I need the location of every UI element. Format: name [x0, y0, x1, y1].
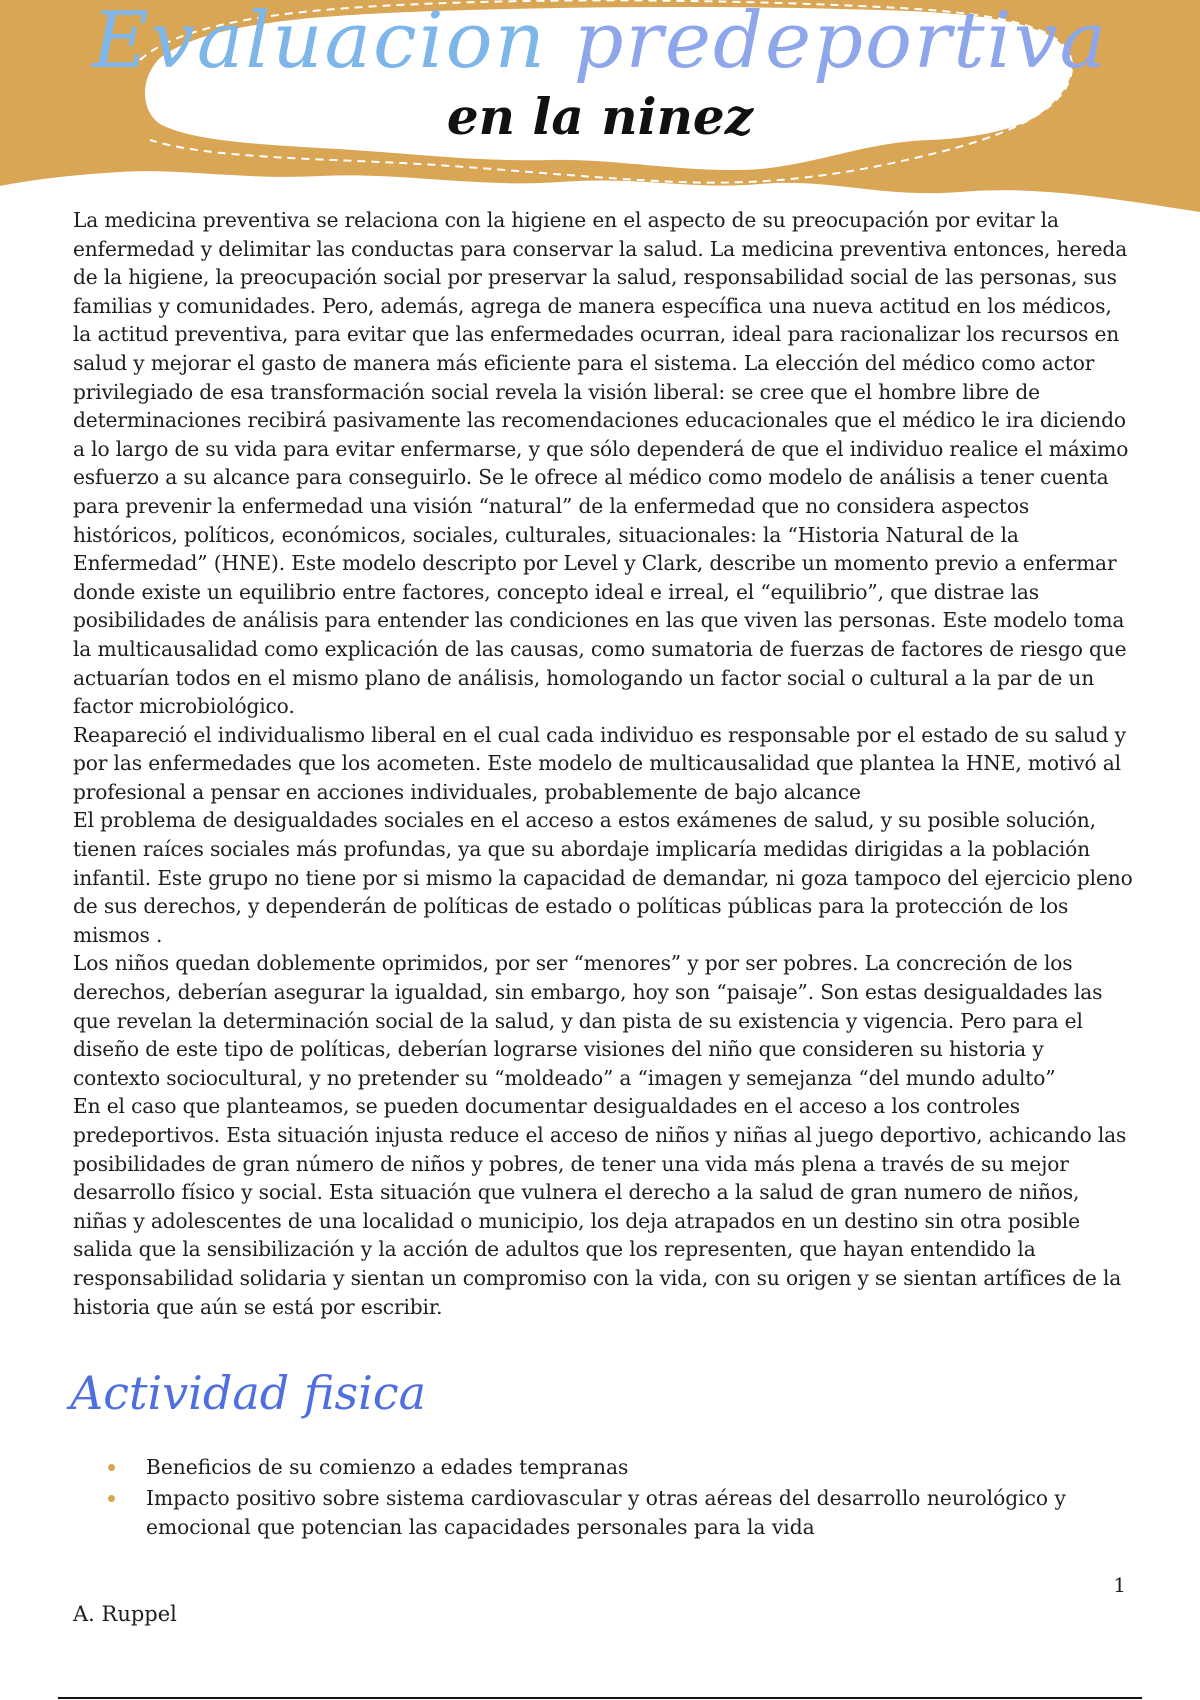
header-banner: [0, 0, 1200, 230]
section-heading: Actividad fisica: [70, 1366, 427, 1420]
page-number: 1: [1113, 1573, 1126, 1597]
bullet-icon: [108, 1464, 115, 1471]
list-item-text: Impacto positivo sobre sistema cardiovascular y otras aéreas del desarrollo neurológico y emocional que potencian las capacidades personales para la vida: [146, 1486, 1066, 1539]
list-item-text: Beneficios de su comienzo a edades tempranas: [146, 1455, 629, 1479]
list-item: [100, 1484, 1140, 1542]
body-text: [73, 206, 1133, 1321]
paragraph: En el caso que planteamos, se pueden documentar desigualdades en el acceso a los controles predeportivos. Esta situación injusta reduce el acceso de niños y niñas al juego deportivo, achicando las posibilidades de gran número de niños y pobres, de tener una vida más plena a través de su mejor desarrollo físico y social. Esta situación que vulnera el derecho a la salud de gran numero de niños, niñas y adolescentes de una localidad o municipio, los deja atrapados en un destino sin otra posible salida que la sensibilización y la acción de adultos que los representen, que hayan entendido la responsabilidad solidaria y sientan un compromiso con la vida, con su origen y se sientan artífices de la historia que aún se está por escribir.: [73, 1094, 1127, 1319]
paragraph: El problema de desigualdades sociales en el acceso a estos exámenes de salud, y su posible solución, tienen raíces sociales más profundas, ya que su abordaje implicaría medidas dirigidas a la población infantil. Este grupo no tiene por si mismo la capacidad de demandar, ni goza tampoco del ejercicio pleno de sus derechos, y dependerán de políticas de estado o políticas públicas para la protección de los mismos .: [73, 808, 1133, 947]
title-word-evaluacion: Evaluacion: [91, 0, 547, 86]
document-subtitle: en la ninez: [446, 87, 754, 146]
list-item: [100, 1453, 1140, 1482]
bullet-list: [100, 1453, 1140, 1544]
paragraph: Los niños quedan doblemente oprimidos, por ser “menores” y por ser pobres. La concreción de los derechos, deberían asegurar la igualdad, sin embargo, hoy son “paisaje”. Son estas desigualdades las que revelan la determinación social de la salud, y dan pista de su existencia y vigencia. Pero para el diseño de este tipo de políticas, deberían lograrse visiones del niño que consideren su historia y contexto sociocultural, y no pretender su “moldeado” a “imagen y semejanza “del mundo adulto”: [73, 951, 1103, 1090]
author-name: A. Ruppel: [73, 1602, 177, 1626]
paragraph: Reapareció el individualismo liberal en el cual cada individuo es responsable por el estado de su salud y por las enfermedades que los acometen. Este modelo de multicausalidad que plantea la HNE, motivó al profesional a pensar en acciones individuales, probablemente de bajo alcance: [73, 722, 1126, 804]
document-title: [0, 0, 1200, 86]
bullet-icon: [108, 1495, 115, 1502]
footer-divider: [58, 1697, 1142, 1699]
paragraph: La medicina preventiva se relaciona con la higiene en el aspecto de su preocupación por evitar la enfermedad y delimitar las conductas para conservar la salud. La medicina preventiva entonces, hereda de la higiene, la preocupación social por preservar la salud, responsabilidad social de las personas, sus familias y comunidades. Pero, además, agrega de manera específica una nueva actitud en los médicos, la actitud preventiva, para evitar que las enfermedades ocurran, ideal para racionalizar los recursos en salud y mejorar el gasto de manera más eficiente para el sistema. La elección del médico como actor privilegiado de esa transformación social revela la visión liberal: se cree que el hombre libre de determinaciones recibirá pasivamente las recomendaciones educacionales que el médico le ira diciendo a lo largo de su vida para evitar enfermarse, y que sólo dependerá de que el individuo realice el máximo esfuerzo a su alcance para conseguirlo. Se le ofrece al médico como modelo de análisis a tener cuenta para prevenir la enfermedad una visión “natural” de la enfermedad que no considera aspectos históricos, políticos, económicos, sociales, culturales, situacionales: la “Historia Natural de la Enfermedad” (HNE). Este modelo descripto por Level y Clark, describe un momento previo a enfermar donde existe un equilibrio entre factores, concepto ideal e irreal, el “equilibrio”, que distrae las posibilidades de análisis para entender las condiciones en las que viven las personas. Este modelo toma la multicausalidad como explicación de las causas, como sumatoria de fuerzas de factores de riesgo que actuarían todos en el mismo plano de análisis, homologando un factor social o cultural a la par de un factor microbiológico.: [73, 208, 1129, 719]
title-word-predeportiva: predeportiva: [573, 0, 1109, 86]
